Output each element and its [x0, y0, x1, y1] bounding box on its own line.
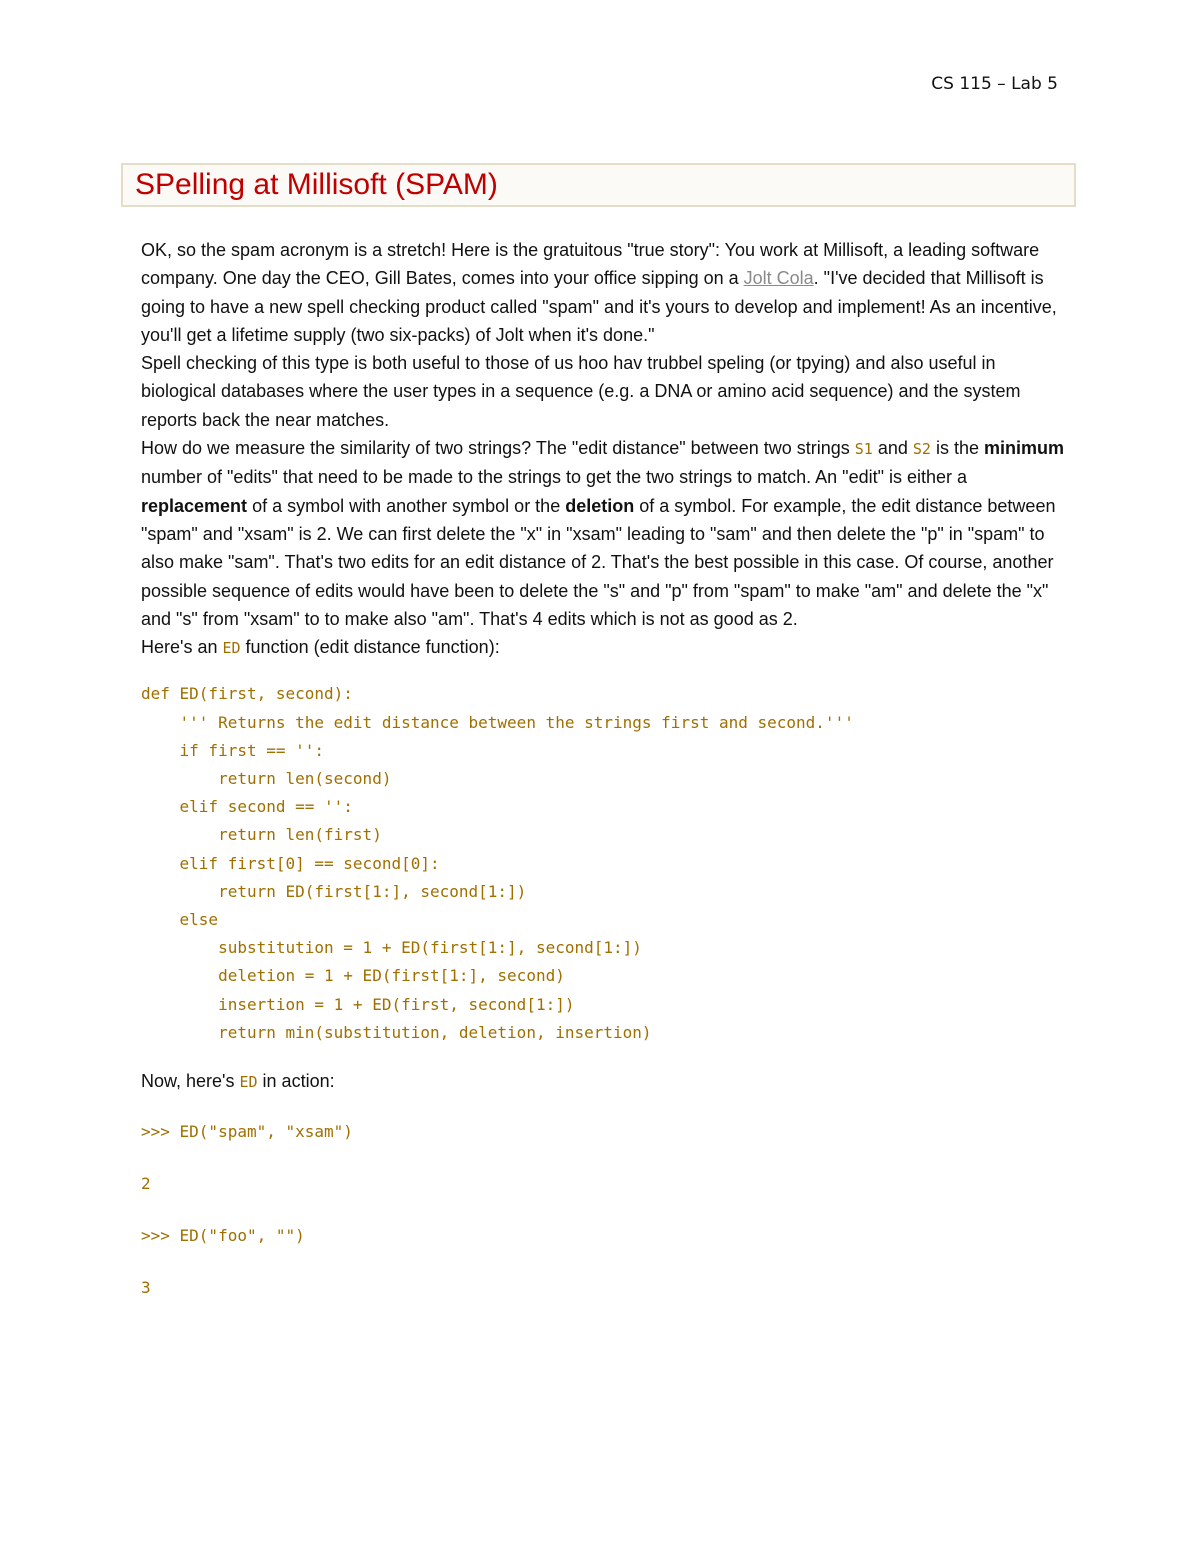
repl-output-line: 3: [141, 1278, 151, 1298]
document-body: [141, 236, 1066, 1302]
edit-distance-paragraph: How do we measure the similarity of two strings? The "edit distance" between two strings S1 and S2 is the minimum number of "edits" that need to be made to the strings to get the two strings to match. An "edit" is either a replacement of a symbol with another symbol or the deletion of a symbol. For example, the edit distance between "spam" and "xsam" is 2. We can first delete the "x" in "xsam" leading to "sam" and then delete the "p" in "spam" to also make "sam". That's two edits for an edit distance of 2. That's the best possible in this case. Of course, another possible sequence of edits would have been to delete the "s" and "p" from "spam" to make "am" and delete the "x" and "s" from "xsam" to to make also "am". That's 4 edits which is not as good as 2.: [141, 438, 1064, 629]
code-line: elif second == '':: [141, 797, 353, 817]
repl-input-line: >>> ED("spam", "xsam"): [141, 1122, 353, 1142]
ed-function-intro: Here's an ED function (edit distance function):: [141, 637, 500, 658]
spell-checking-paragraph: Spell checking of this type is both useful to those of us hoo hav trubbel speling (or tpying) and also useful in biological databases where the user types in a sequence (e.g. a DNA or amino acid sequence) and the system reports back the near matches.: [141, 353, 1021, 430]
repl-input-line: >>> ED("foo", ""): [141, 1226, 305, 1246]
page-header-label: CS 115 – Lab 5: [931, 74, 1058, 94]
code-line: else: [141, 910, 219, 930]
bold-minimum: minimum: [983, 438, 1064, 459]
intro-text-2: . "I've decided that Millisoft is going to have a new spell checking product called "spam" and it's yours to develop and implement! As an incentive, you'll get a lifetime supply (two six-packs) of Jolt when it's done.": [141, 268, 1057, 345]
intro-paragraph: [141, 236, 1066, 349]
code-line: return min(substitution, deletion, insertion): [141, 1022, 652, 1042]
section-title-box: [121, 163, 1076, 207]
inline-code-ed-2: ED: [239, 1073, 258, 1092]
code-line: return len(first): [141, 825, 382, 845]
code-line: ''' Returns the edit distance between the strings first and second.''': [141, 712, 854, 732]
code-line: return ED(first[1:], second[1:]): [141, 881, 527, 901]
inline-code-s2: S2: [912, 440, 931, 459]
code-line: if first == '':: [141, 740, 325, 760]
inline-code-ed: ED: [222, 639, 241, 658]
code-line: insertion = 1 + ED(first, second[1:]): [141, 994, 575, 1014]
intro-text-1: OK, so the spam acronym is a stretch! Here is the gratuitous "true story": You work at Millisoft, a leading software company. One day the CEO, Gill Bates, comes into your office sipping on a: [141, 240, 1040, 289]
bold-replacement: replacement: [141, 495, 248, 516]
bold-deletion: deletion: [565, 495, 635, 516]
code-line: substitution = 1 + ED(first[1:], second[1:]): [141, 938, 642, 958]
code-line: deletion = 1 + ED(first[1:], second): [141, 966, 565, 986]
inline-code-s1: S1: [854, 440, 873, 459]
repl-output-line: 2: [141, 1174, 151, 1194]
section-title: SPelling at Millisoft (SPAM): [135, 168, 498, 201]
code-line: def ED(first, second):: [141, 684, 353, 704]
jolt-cola-link[interactable]: Jolt Cola: [743, 268, 814, 289]
code-line: return len(second): [141, 769, 392, 789]
code-line: elif first[0] == second[0]:: [141, 853, 440, 873]
ed-code-block: [141, 680, 1066, 1047]
ed-in-action-intro: Now, here's ED in action:: [141, 1071, 335, 1092]
